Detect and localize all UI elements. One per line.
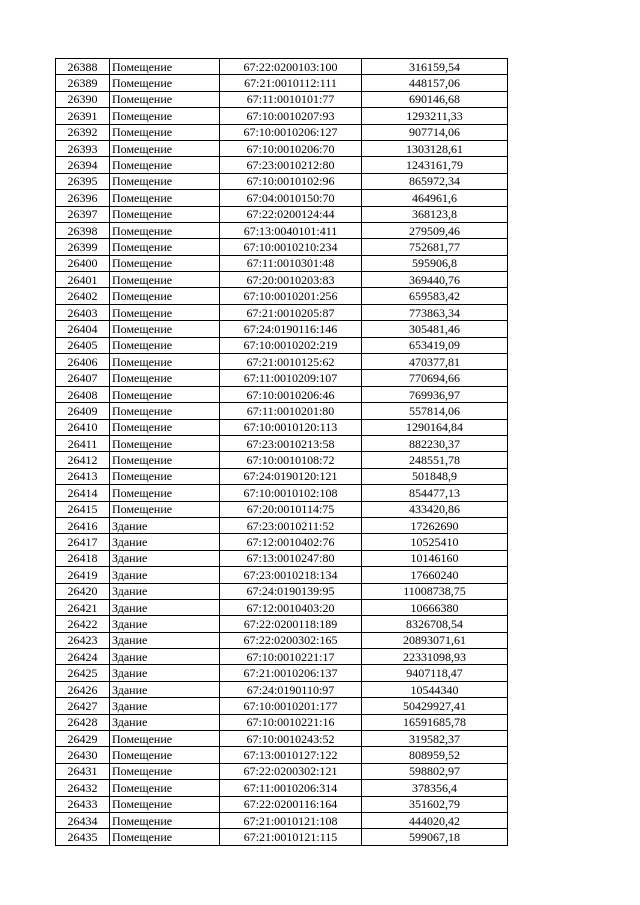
cadastral-number-cell: 67:10:0010206:127 xyxy=(220,124,362,140)
row-number-cell: 26390 xyxy=(56,91,110,107)
table-row xyxy=(56,812,508,828)
cadastral-value-cell: 598802,97 xyxy=(362,763,508,779)
table-row xyxy=(56,517,508,533)
cadastral-value-cell: 464961,6 xyxy=(362,190,508,206)
cadastral-value-cell: 470377,81 xyxy=(362,354,508,370)
object-type-cell: Помещение xyxy=(110,173,220,189)
cadastral-number-cell: 67:10:0010108:72 xyxy=(220,452,362,468)
object-type-cell: Помещение xyxy=(110,108,220,124)
row-number-cell: 26389 xyxy=(56,75,110,91)
cadastral-value-cell: 16591685,78 xyxy=(362,714,508,730)
table-row xyxy=(56,567,508,583)
table-row xyxy=(56,206,508,222)
object-type-cell: Здание xyxy=(110,599,220,615)
cadastral-number-cell: 67:11:0010206:314 xyxy=(220,780,362,796)
table-row xyxy=(56,304,508,320)
table-row xyxy=(56,255,508,271)
row-number-cell: 26398 xyxy=(56,222,110,238)
object-type-cell: Помещение xyxy=(110,796,220,812)
table-row xyxy=(56,403,508,419)
object-type-cell: Помещение xyxy=(110,288,220,304)
row-number-cell: 26411 xyxy=(56,435,110,451)
object-type-cell: Помещение xyxy=(110,731,220,747)
row-number-cell: 26414 xyxy=(56,485,110,501)
cadastral-number-cell: 67:10:0010221:16 xyxy=(220,714,362,730)
row-number-cell: 26391 xyxy=(56,108,110,124)
cadastral-value-cell: 433420,86 xyxy=(362,501,508,517)
table-row xyxy=(56,239,508,255)
cadastral-number-cell: 67:10:0010221:17 xyxy=(220,649,362,665)
cadastral-value-cell: 865972,34 xyxy=(362,173,508,189)
object-type-cell: Помещение xyxy=(110,222,220,238)
cadastral-number-cell: 67:10:0010102:108 xyxy=(220,485,362,501)
cadastral-value-cell: 808959,52 xyxy=(362,747,508,763)
cadastral-number-cell: 67:24:0190110:97 xyxy=(220,681,362,697)
table-row xyxy=(56,747,508,763)
cadastral-value-cell: 305481,46 xyxy=(362,321,508,337)
cadastral-value-cell: 10146160 xyxy=(362,550,508,566)
cadastral-number-cell: 67:10:0010102:96 xyxy=(220,173,362,189)
cadastral-number-cell: 67:21:0010112:111 xyxy=(220,75,362,91)
cadastral-number-cell: 67:22:0200302:165 xyxy=(220,632,362,648)
table-row xyxy=(56,649,508,665)
cadastral-value-cell: 1293211,33 xyxy=(362,108,508,124)
cadastral-value-cell: 17262690 xyxy=(362,517,508,533)
cadastral-number-cell: 67:21:0010206:137 xyxy=(220,665,362,681)
table-body xyxy=(56,59,508,846)
cadastral-value-cell: 1290164,84 xyxy=(362,419,508,435)
cadastral-value-cell: 316159,54 xyxy=(362,59,508,75)
table-row xyxy=(56,288,508,304)
cadastral-value-cell: 595906,8 xyxy=(362,255,508,271)
row-number-cell: 26406 xyxy=(56,354,110,370)
cadastral-value-cell: 773863,34 xyxy=(362,304,508,320)
table-row xyxy=(56,632,508,648)
cadastral-number-cell: 67:10:0010206:46 xyxy=(220,386,362,402)
cadastral-value-cell: 444020,42 xyxy=(362,812,508,828)
row-number-cell: 26399 xyxy=(56,239,110,255)
row-number-cell: 26410 xyxy=(56,419,110,435)
cadastral-number-cell: 67:10:0010201:177 xyxy=(220,698,362,714)
cadastral-value-cell: 10544340 xyxy=(362,681,508,697)
row-number-cell: 26408 xyxy=(56,386,110,402)
cadastral-value-cell: 854477,13 xyxy=(362,485,508,501)
cadastral-number-cell: 67:21:0010121:115 xyxy=(220,829,362,845)
row-number-cell: 26401 xyxy=(56,272,110,288)
cadastral-value-cell: 8326708,54 xyxy=(362,616,508,632)
row-number-cell: 26424 xyxy=(56,649,110,665)
row-number-cell: 26429 xyxy=(56,731,110,747)
object-type-cell: Помещение xyxy=(110,124,220,140)
cadastral-value-cell: 770694,66 xyxy=(362,370,508,386)
cadastral-number-cell: 67:23:0010211:52 xyxy=(220,517,362,533)
cadastral-value-cell: 599067,18 xyxy=(362,829,508,845)
table-row xyxy=(56,452,508,468)
cadastral-number-cell: 67:10:0010201:256 xyxy=(220,288,362,304)
object-type-cell: Помещение xyxy=(110,780,220,796)
object-type-cell: Помещение xyxy=(110,190,220,206)
row-number-cell: 26435 xyxy=(56,829,110,845)
cadastral-number-cell: 67:11:0010209:107 xyxy=(220,370,362,386)
cadastral-value-cell: 10525410 xyxy=(362,534,508,550)
property-registry-table xyxy=(55,58,508,846)
cadastral-value-cell: 11008738,75 xyxy=(362,583,508,599)
object-type-cell: Помещение xyxy=(110,468,220,484)
cadastral-value-cell: 659583,42 xyxy=(362,288,508,304)
cadastral-number-cell: 67:22:0200103:100 xyxy=(220,59,362,75)
object-type-cell: Здание xyxy=(110,517,220,533)
row-number-cell: 26425 xyxy=(56,665,110,681)
cadastral-value-cell: 10666380 xyxy=(362,599,508,615)
cadastral-number-cell: 67:20:0010203:83 xyxy=(220,272,362,288)
cadastral-number-cell: 67:10:0010207:93 xyxy=(220,108,362,124)
row-number-cell: 26416 xyxy=(56,517,110,533)
table-row xyxy=(56,157,508,173)
table-row xyxy=(56,731,508,747)
cadastral-number-cell: 67:20:0010114:75 xyxy=(220,501,362,517)
object-type-cell: Помещение xyxy=(110,403,220,419)
object-type-cell: Помещение xyxy=(110,304,220,320)
object-type-cell: Помещение xyxy=(110,59,220,75)
object-type-cell: Здание xyxy=(110,649,220,665)
cadastral-value-cell: 50429927,41 xyxy=(362,698,508,714)
cadastral-number-cell: 67:24:0190139:95 xyxy=(220,583,362,599)
object-type-cell: Здание xyxy=(110,698,220,714)
cadastral-number-cell: 67:22:0200116:164 xyxy=(220,796,362,812)
row-number-cell: 26419 xyxy=(56,567,110,583)
cadastral-value-cell: 1303128,61 xyxy=(362,140,508,156)
table-row xyxy=(56,321,508,337)
row-number-cell: 26433 xyxy=(56,796,110,812)
object-type-cell: Помещение xyxy=(110,763,220,779)
cadastral-value-cell: 690146,68 xyxy=(362,91,508,107)
table-row xyxy=(56,173,508,189)
cadastral-value-cell: 22331098,93 xyxy=(362,649,508,665)
row-number-cell: 26420 xyxy=(56,583,110,599)
table-row xyxy=(56,468,508,484)
cadastral-number-cell: 67:10:0010120:113 xyxy=(220,419,362,435)
object-type-cell: Здание xyxy=(110,665,220,681)
row-number-cell: 26422 xyxy=(56,616,110,632)
table-row xyxy=(56,272,508,288)
object-type-cell: Здание xyxy=(110,583,220,599)
cadastral-number-cell: 67:10:0010206:70 xyxy=(220,140,362,156)
cadastral-number-cell: 67:22:0200124:44 xyxy=(220,206,362,222)
cadastral-number-cell: 67:12:0010402:76 xyxy=(220,534,362,550)
cadastral-value-cell: 501848,9 xyxy=(362,468,508,484)
row-number-cell: 26415 xyxy=(56,501,110,517)
cadastral-value-cell: 1243161,79 xyxy=(362,157,508,173)
cadastral-value-cell: 248551,78 xyxy=(362,452,508,468)
object-type-cell: Помещение xyxy=(110,255,220,271)
row-number-cell: 26409 xyxy=(56,403,110,419)
object-type-cell: Помещение xyxy=(110,419,220,435)
cadastral-number-cell: 67:22:0200118:189 xyxy=(220,616,362,632)
row-number-cell: 26412 xyxy=(56,452,110,468)
row-number-cell: 26426 xyxy=(56,681,110,697)
row-number-cell: 26403 xyxy=(56,304,110,320)
row-number-cell: 26405 xyxy=(56,337,110,353)
table-row xyxy=(56,337,508,353)
cadastral-number-cell: 67:10:0010210:234 xyxy=(220,239,362,255)
cadastral-number-cell: 67:13:0010247:80 xyxy=(220,550,362,566)
table-row xyxy=(56,796,508,812)
table-row xyxy=(56,501,508,517)
table-row xyxy=(56,550,508,566)
table-row xyxy=(56,75,508,91)
object-type-cell: Помещение xyxy=(110,337,220,353)
table-row xyxy=(56,354,508,370)
table-row xyxy=(56,222,508,238)
cadastral-value-cell: 368123,8 xyxy=(362,206,508,222)
row-number-cell: 26428 xyxy=(56,714,110,730)
cadastral-value-cell: 882230,37 xyxy=(362,435,508,451)
cadastral-value-cell: 378356,4 xyxy=(362,780,508,796)
object-type-cell: Помещение xyxy=(110,354,220,370)
object-type-cell: Здание xyxy=(110,681,220,697)
object-type-cell: Помещение xyxy=(110,747,220,763)
object-type-cell: Помещение xyxy=(110,501,220,517)
object-type-cell: Здание xyxy=(110,534,220,550)
table-row xyxy=(56,485,508,501)
object-type-cell: Помещение xyxy=(110,91,220,107)
row-number-cell: 26427 xyxy=(56,698,110,714)
table-row xyxy=(56,583,508,599)
cadastral-number-cell: 67:23:0010212:80 xyxy=(220,157,362,173)
cadastral-number-cell: 67:23:0010218:134 xyxy=(220,567,362,583)
row-number-cell: 26388 xyxy=(56,59,110,75)
cadastral-number-cell: 67:11:0010301:48 xyxy=(220,255,362,271)
table-row xyxy=(56,665,508,681)
cadastral-value-cell: 557814,06 xyxy=(362,403,508,419)
object-type-cell: Помещение xyxy=(110,206,220,222)
cadastral-number-cell: 67:21:0010125:62 xyxy=(220,354,362,370)
table-row xyxy=(56,108,508,124)
table-row xyxy=(56,140,508,156)
cadastral-number-cell: 67:11:0010101:77 xyxy=(220,91,362,107)
object-type-cell: Помещение xyxy=(110,452,220,468)
row-number-cell: 26394 xyxy=(56,157,110,173)
cadastral-number-cell: 67:11:0010201:80 xyxy=(220,403,362,419)
table-row xyxy=(56,419,508,435)
cadastral-number-cell: 67:24:0190120:121 xyxy=(220,468,362,484)
object-type-cell: Здание xyxy=(110,550,220,566)
object-type-cell: Помещение xyxy=(110,485,220,501)
object-type-cell: Здание xyxy=(110,567,220,583)
table-row xyxy=(56,698,508,714)
cadastral-number-cell: 67:10:0010202:219 xyxy=(220,337,362,353)
cadastral-value-cell: 752681,77 xyxy=(362,239,508,255)
row-number-cell: 26418 xyxy=(56,550,110,566)
row-number-cell: 26431 xyxy=(56,763,110,779)
cadastral-number-cell: 67:24:0190116:146 xyxy=(220,321,362,337)
object-type-cell: Помещение xyxy=(110,321,220,337)
object-type-cell: Помещение xyxy=(110,75,220,91)
cadastral-value-cell: 369440,76 xyxy=(362,272,508,288)
cadastral-number-cell: 67:13:0010127:122 xyxy=(220,747,362,763)
table-row xyxy=(56,780,508,796)
row-number-cell: 26400 xyxy=(56,255,110,271)
cadastral-value-cell: 279509,46 xyxy=(362,222,508,238)
table-row xyxy=(56,599,508,615)
cadastral-number-cell: 67:21:0010121:108 xyxy=(220,812,362,828)
cadastral-value-cell: 653419,09 xyxy=(362,337,508,353)
cadastral-number-cell: 67:21:0010205:87 xyxy=(220,304,362,320)
row-number-cell: 26402 xyxy=(56,288,110,304)
row-number-cell: 26395 xyxy=(56,173,110,189)
object-type-cell: Помещение xyxy=(110,157,220,173)
table-row xyxy=(56,616,508,632)
cadastral-number-cell: 67:22:0200302:121 xyxy=(220,763,362,779)
object-type-cell: Помещение xyxy=(110,239,220,255)
object-type-cell: Здание xyxy=(110,632,220,648)
cadastral-number-cell: 67:23:0010213:58 xyxy=(220,435,362,451)
object-type-cell: Помещение xyxy=(110,829,220,845)
object-type-cell: Помещение xyxy=(110,435,220,451)
table-row xyxy=(56,714,508,730)
table-row xyxy=(56,124,508,140)
table-row xyxy=(56,681,508,697)
cadastral-value-cell: 351602,79 xyxy=(362,796,508,812)
row-number-cell: 26434 xyxy=(56,812,110,828)
object-type-cell: Здание xyxy=(110,714,220,730)
cadastral-number-cell: 67:12:0010403:20 xyxy=(220,599,362,615)
cadastral-value-cell: 20893071,61 xyxy=(362,632,508,648)
row-number-cell: 26393 xyxy=(56,140,110,156)
cadastral-value-cell: 448157,06 xyxy=(362,75,508,91)
row-number-cell: 26421 xyxy=(56,599,110,615)
cadastral-number-cell: 67:10:0010243:52 xyxy=(220,731,362,747)
row-number-cell: 26423 xyxy=(56,632,110,648)
table-row xyxy=(56,534,508,550)
object-type-cell: Здание xyxy=(110,616,220,632)
cadastral-number-cell: 67:13:0040101:411 xyxy=(220,222,362,238)
object-type-cell: Помещение xyxy=(110,272,220,288)
cadastral-value-cell: 769936,97 xyxy=(362,386,508,402)
object-type-cell: Помещение xyxy=(110,812,220,828)
row-number-cell: 26413 xyxy=(56,468,110,484)
table-row xyxy=(56,435,508,451)
table-row xyxy=(56,370,508,386)
row-number-cell: 26430 xyxy=(56,747,110,763)
table-row xyxy=(56,829,508,845)
row-number-cell: 26417 xyxy=(56,534,110,550)
table-row xyxy=(56,59,508,75)
table-row xyxy=(56,763,508,779)
cadastral-number-cell: 67:04:0010150:70 xyxy=(220,190,362,206)
table-row xyxy=(56,386,508,402)
cadastral-value-cell: 17660240 xyxy=(362,567,508,583)
row-number-cell: 26404 xyxy=(56,321,110,337)
table-row xyxy=(56,190,508,206)
cadastral-value-cell: 9407118,47 xyxy=(362,665,508,681)
row-number-cell: 26432 xyxy=(56,780,110,796)
row-number-cell: 26397 xyxy=(56,206,110,222)
row-number-cell: 26396 xyxy=(56,190,110,206)
cadastral-value-cell: 319582,37 xyxy=(362,731,508,747)
row-number-cell: 26407 xyxy=(56,370,110,386)
row-number-cell: 26392 xyxy=(56,124,110,140)
table-row xyxy=(56,91,508,107)
object-type-cell: Помещение xyxy=(110,386,220,402)
cadastral-value-cell: 907714,06 xyxy=(362,124,508,140)
object-type-cell: Помещение xyxy=(110,140,220,156)
object-type-cell: Помещение xyxy=(110,370,220,386)
